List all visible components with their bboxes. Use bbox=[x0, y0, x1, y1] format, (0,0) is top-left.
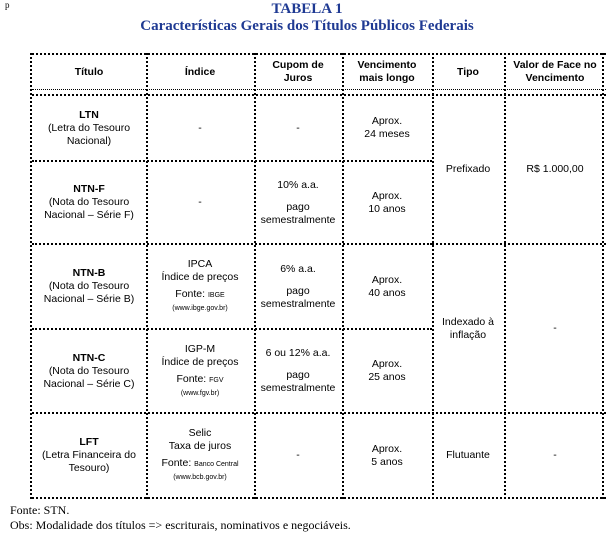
table-row-ntnb-vencimento: Aprox. 40 anos bbox=[368, 273, 406, 299]
header-valor-face: Valor de Face no Vencimento bbox=[513, 59, 597, 84]
table-row-ltn-cupom: - bbox=[296, 121, 300, 134]
tipo-indexado: Indexado à inflação bbox=[442, 315, 494, 341]
corner-mark: p bbox=[5, 0, 10, 10]
footer-obs: Obs: Modalidade dos títulos => escriturais, nominativos e negociáveis. bbox=[10, 518, 351, 532]
table-row-ntnb-titulo: NTN-B (Nota do Tesouro Nacional – Série B) bbox=[43, 267, 135, 305]
header-cupom: Cupom de Juros bbox=[272, 59, 324, 84]
table-row-ntnf-vencimento: Aprox. 10 anos bbox=[368, 189, 406, 215]
table-row-ntnc-vencimento: Aprox. 25 anos bbox=[368, 358, 406, 383]
header-indice: Índice bbox=[184, 65, 216, 78]
table-row-ltn-titulo: LTN (Letra do Tesouro Nacional) bbox=[47, 108, 131, 147]
table-row-ntnf-indice: - bbox=[198, 196, 202, 208]
valor-face-lft: - bbox=[553, 449, 557, 461]
footer-fonte: Fonte: STN. bbox=[10, 503, 70, 517]
table-title: TABELA 1 bbox=[271, 1, 343, 17]
table-row-ntnc-titulo: NTN-C (Nota do Tesouro Nacional – Série C) bbox=[43, 351, 135, 390]
table-row-lft-vencimento: Aprox. 5 anos bbox=[371, 442, 403, 468]
table-row-ltn-indice: - bbox=[198, 121, 202, 134]
table-row-lft-titulo: LFT (Letra Financeira do Tesouro) bbox=[42, 436, 136, 474]
table-row-lft-cupom: - bbox=[296, 449, 300, 461]
table-row-ltn-vencimento: Aprox. 24 meses bbox=[364, 115, 410, 140]
table-row-ntnb-cupom: 6% a.a. pago semestralmente bbox=[260, 262, 336, 310]
valor-face-ntnb: - bbox=[553, 322, 557, 334]
valor-face-prefixado: R$ 1.000,00 bbox=[526, 163, 584, 175]
table-row-ntnf-cupom: 10% a.a. pago semestralmente bbox=[260, 178, 336, 226]
table-row-ntnc-indice: IGP-M Índice de preços Fonte: FGV (www.fgv.br) bbox=[161, 342, 239, 397]
header-titulo: Título bbox=[74, 65, 104, 78]
table-subtitle: Características Gerais dos Títulos Públicos Federais bbox=[140, 18, 474, 34]
header-vencimento: Vencimento mais longo bbox=[357, 59, 417, 84]
tipo-flutuante: Flutuante bbox=[446, 449, 490, 461]
table-row-lft-indice: Selic Taxa de juros Fonte: Banco Central (www.bcb.gov.br) bbox=[161, 427, 239, 481]
table-row-ntnc-cupom: 6 ou 12% a.a. pago semestralmente bbox=[260, 347, 336, 394]
header-tipo: Tipo bbox=[457, 65, 479, 78]
tipo-prefixado: Prefixado bbox=[445, 163, 491, 175]
table-row-ntnf-titulo: NTN-F (Nota do Tesouro Nacional – Série F) bbox=[44, 183, 134, 221]
table-row-ntnb-indice: IPCA Índice de preços Fonte: IBGE (www.ibge.gov.br) bbox=[161, 258, 239, 312]
bonds-table bbox=[30, 53, 604, 499]
